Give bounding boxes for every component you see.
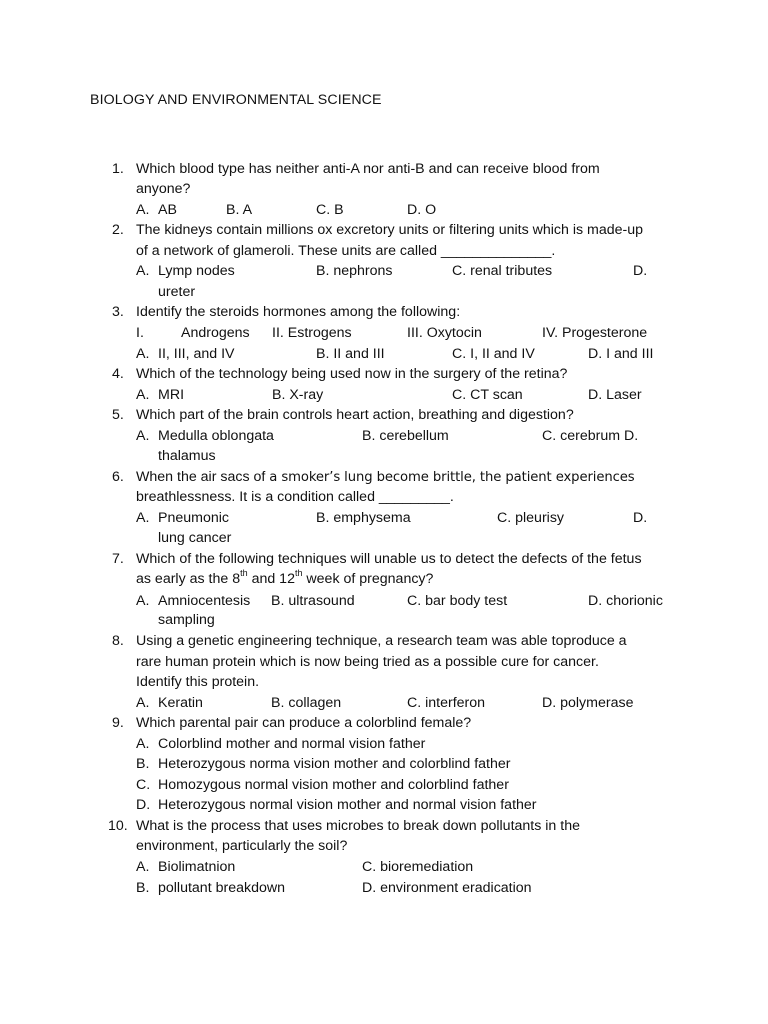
question-text-line: Identify this protein. (136, 674, 260, 690)
roman-item: IV. Progesterone (542, 325, 648, 341)
question-number: 1. (112, 161, 124, 177)
option-b: B. emphysema (316, 510, 411, 526)
question-number: 2. (112, 222, 124, 238)
option-b: B. cerebellum (362, 428, 449, 444)
option-d-continued: thalamus (158, 448, 216, 464)
question-text-line: rare human protein which is now being tried as a possible cure for cancer. (136, 654, 599, 670)
option-a: A. Colorblind mother and normal vision father (136, 736, 426, 752)
option-d: D. O (407, 202, 437, 218)
roman-item: II. Estrogens (272, 325, 352, 341)
option-b: B. II and III (316, 346, 385, 362)
question-text-line: Identify the steroids hormones among the following: (136, 304, 461, 320)
option-c: C. renal tributes (452, 263, 553, 279)
question-text-line: When the air sacs of a smoker’s lung become brittle, the patient experiences (136, 469, 635, 485)
option-a: A. MRI (136, 387, 185, 403)
option-d: D. chorionic (588, 593, 663, 609)
option-c: C. interferon (407, 695, 486, 711)
option-d-continued: lung cancer (158, 530, 232, 546)
option-c: C. cerebrum D. (542, 428, 639, 444)
option-d: D. I and III (588, 346, 654, 362)
question-text-line: as early as the 8th and 12th week of pregnancy? (136, 568, 434, 587)
option-b: B. X-ray (272, 387, 324, 403)
option-c: C. pleurisy (497, 510, 565, 526)
option-a: A. Keratin (136, 695, 203, 711)
question-text-line: Which blood type has neither anti-A nor anti-B and can receive blood from (136, 161, 600, 177)
option-a: A. II, III, and IV (136, 346, 235, 362)
document-title: BIOLOGY AND ENVIRONMENTAL SCIENCE (90, 92, 382, 108)
option-d: D. (633, 510, 648, 526)
question-number: 4. (112, 366, 124, 382)
option-d: D. environment eradication (362, 880, 532, 896)
roman-item: Androgens (181, 325, 250, 341)
roman-item: I. (136, 325, 144, 341)
option-c: C. B (316, 202, 344, 218)
option-c: C. I, II and IV (452, 346, 535, 362)
question-text-line: environment, particularly the soil? (136, 838, 348, 854)
question-text-line: Using a genetic engineering technique, a research team was able toproduce a (136, 633, 627, 649)
option-a: A. Pneumonic (136, 510, 229, 526)
question-number: 10. (108, 818, 128, 834)
option-c: C. bar body test (407, 593, 508, 609)
question-number: 3. (112, 304, 124, 320)
question-number: 8. (112, 633, 124, 649)
question-number: 6. (112, 469, 124, 485)
question-text-line: anyone? (136, 181, 191, 197)
question-text-line: of a network of glameroli. These units are called ______________. (136, 243, 556, 259)
question-text-line: Which parental pair can produce a colorblind female? (136, 715, 472, 731)
option-a: A. Lymp nodes (136, 263, 235, 279)
option-d: D. (633, 263, 648, 279)
question-text-line: Which part of the brain controls heart action, breathing and digestion? (136, 407, 574, 423)
question-text-line: The kidneys contain millions ox excretory units or filtering units which is made-up (136, 222, 644, 238)
question-text-line: What is the process that uses microbes to break down pollutants in the (136, 818, 580, 834)
option-b: B. ultrasound (271, 593, 355, 609)
question-text-line: Which of the following techniques will unable us to detect the defects of the fetus (136, 551, 642, 567)
option-a: A. Medulla oblongata (136, 428, 274, 444)
option-a: A. Biolimatnion (136, 859, 236, 875)
option-d: D. Heterozygous normal vision mother and normal vision father (136, 797, 537, 813)
option-b: B. Heterozygous norma vision mother and colorblind father (136, 756, 511, 772)
option-b: B. A (226, 202, 253, 218)
option-c: C. Homozygous normal vision mother and colorblind father (136, 777, 509, 793)
option-c: C. bioremediation (362, 859, 474, 875)
option-a: A. Amniocentesis (136, 593, 251, 609)
question-number: 5. (112, 407, 124, 423)
question-text-line: Which of the technology being used now in the surgery of the retina? (136, 366, 568, 382)
option-d: D. polymerase (542, 695, 634, 711)
question-number: 9. (112, 715, 124, 731)
option-c: C. CT scan (452, 387, 523, 403)
option-d-continued: sampling (158, 612, 215, 628)
option-b: B. pollutant breakdown (136, 880, 285, 896)
roman-item: III. Oxytocin (407, 325, 482, 341)
question-text-line: breathlessness. It is a condition called _________. (136, 489, 454, 505)
option-d: D. Laser (588, 387, 642, 403)
question-number: 7. (112, 551, 124, 567)
option-b: B. collagen (271, 695, 342, 711)
option-b: B. nephrons (316, 263, 393, 279)
option-a: A. AB (136, 202, 177, 218)
option-d-continued: ureter (158, 284, 196, 300)
